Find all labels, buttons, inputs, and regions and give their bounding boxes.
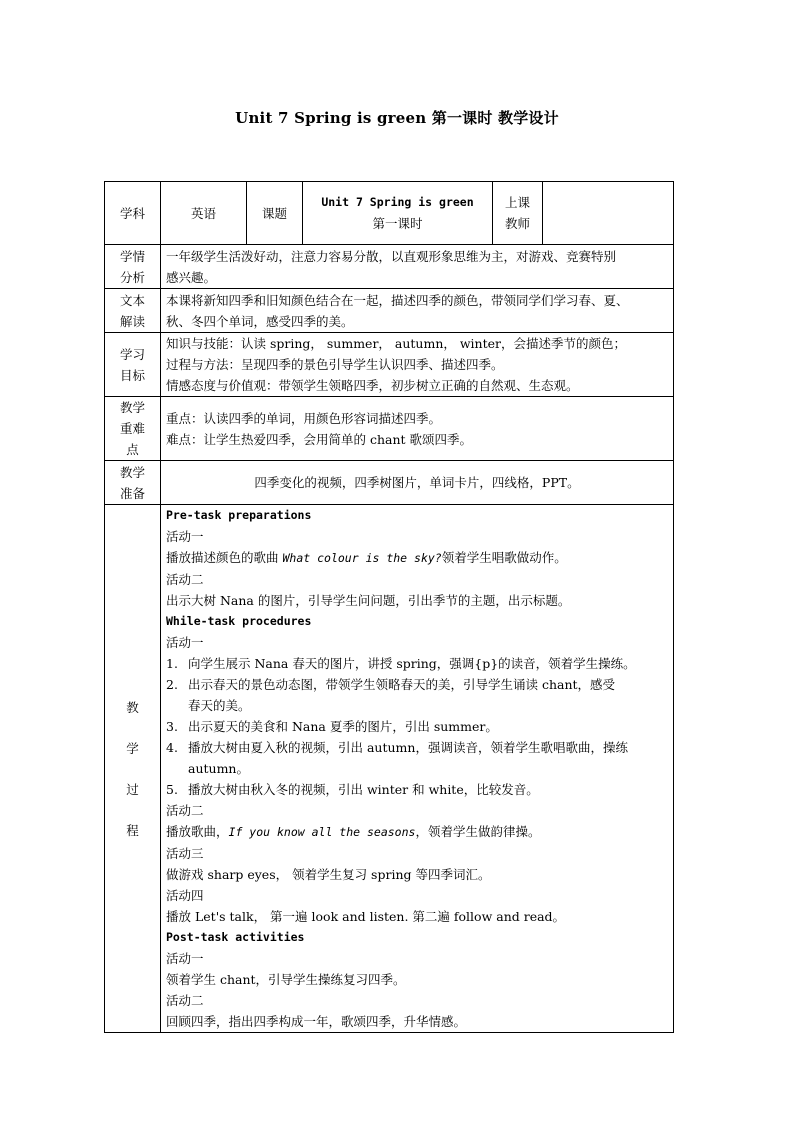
key-points-row [105, 397, 674, 461]
while-task-heading: While-task procedures [166, 614, 312, 628]
teaching-process-content [161, 505, 674, 1033]
text-interpretation-row [105, 289, 674, 333]
topic-label: 课题 [247, 182, 303, 245]
activity-text: 领着学生 chant，引导学生操练复习四季。 [166, 972, 406, 987]
text-interpretation-content: 本课将新知四季和旧知颜色结合在一起，描述四季的颜色，带领同学们学习春、夏、 秋、冬四个单词，感受四季的美。 [161, 289, 674, 333]
list-item: 5. 播放大树由秋入冬的视频，引出 winter 和 white，比较发音。 [166, 782, 539, 797]
topic-line-1: Unit 7 Spring is green [321, 195, 474, 209]
lesson-plan-table [104, 181, 674, 1033]
list-item: 4. 播放大树由夏入秋的视频，引出 autumn，强调读音，领着学生歌唱歌曲，操练 [166, 740, 628, 755]
activity-heading: 活动一 [166, 529, 204, 544]
activity-heading: 活动二 [166, 572, 204, 587]
learner-analysis-label: 学情 分析 [105, 245, 161, 289]
page-title: Unit 7 Spring is green 第一课时 教学设计 [235, 109, 559, 127]
teaching-prep-label: 教学 准备 [105, 461, 161, 505]
teaching-process-row [105, 505, 674, 1033]
activity-heading: 活动二 [166, 803, 204, 818]
activity-text: 播放描述颜色的歌曲 What colour is the sky?领着学生唱歌做动作。 [166, 550, 567, 565]
learner-analysis-content: 一年级学生活泼好动，注意力容易分散，以直观形象思维为主，对游戏、竞赛特别 感兴趣。 [161, 245, 674, 289]
activity-text: 出示大树 Nana 的图片，引导学生问问题，引出季节的主题，出示标题。 [166, 593, 571, 608]
teacher-label: 上课 教师 [493, 182, 543, 245]
key-points-label: 教学 重难 点 [105, 397, 161, 461]
list-item-continued: autumn。 [188, 761, 249, 776]
list-item: 1. 向学生展示 Nana 春天的图片，讲授 spring，强调{p}的读音，领着学生操练。 [166, 656, 636, 671]
subject-value: 英语 [161, 182, 247, 245]
header-row [105, 182, 674, 245]
post-task-heading: Post-task activities [166, 930, 305, 944]
learning-goals-content: 知识与技能：认读 spring， summer， autumn， winter，会描述季节的颜色； 过程与方法：呈现四季的景色引导学生认识四季、描述四季。 情感态度与价值观：带领学生领略四季，初步树立正确的自然观、生态观。 [161, 333, 674, 397]
learning-goals-row [105, 333, 674, 397]
activity-heading: 活动一 [166, 951, 204, 966]
teaching-prep-row [105, 461, 674, 505]
activity-text: 播放歌曲，If you know all the seasons，领着学生做韵律操。 [166, 824, 541, 839]
teaching-prep-content: 四季变化的视频，四季树图片，单词卡片，四线格，PPT。 [161, 461, 674, 505]
topic-value [303, 182, 493, 245]
text-interpretation-label: 文本 解读 [105, 289, 161, 333]
learning-goals-label: 学习 目标 [105, 333, 161, 397]
teaching-process-label: 教 学 过 程 [105, 505, 161, 1033]
activity-heading: 活动四 [166, 888, 204, 903]
pre-task-heading: Pre-task preparations [166, 508, 312, 522]
activity-text: 播放 Let's talk， 第一遍 look and listen. 第二遍 follow and read。 [166, 909, 566, 924]
list-item-continued: 春天的美。 [188, 698, 251, 713]
activity-heading: 活动三 [166, 846, 204, 861]
list-item: 2. 出示春天的景色动态图，带领学生领略春天的美，引导学生诵读 chant，感受 [166, 677, 616, 692]
activity-heading: 活动一 [166, 635, 204, 650]
teacher-value [543, 182, 674, 245]
topic-line-2: 第一课时 [372, 216, 423, 231]
learner-analysis-row [105, 245, 674, 289]
activity-text: 做游戏 sharp eyes， 领着学生复习 spring 等四季词汇。 [166, 867, 491, 882]
activity-heading: 活动二 [166, 993, 204, 1008]
key-points-content: 重点：认读四季的单词，用颜色形容词描述四季。 难点：让学生热爱四季，会用简单的 chant 歌颂四季。 [161, 397, 674, 461]
subject-label: 学科 [105, 182, 161, 245]
list-item: 3. 出示夏天的美食和 Nana 夏季的图片，引出 summer。 [166, 719, 498, 734]
activity-text: 回顾四季，指出四季构成一年，歌颂四季，升华情感。 [166, 1014, 467, 1029]
